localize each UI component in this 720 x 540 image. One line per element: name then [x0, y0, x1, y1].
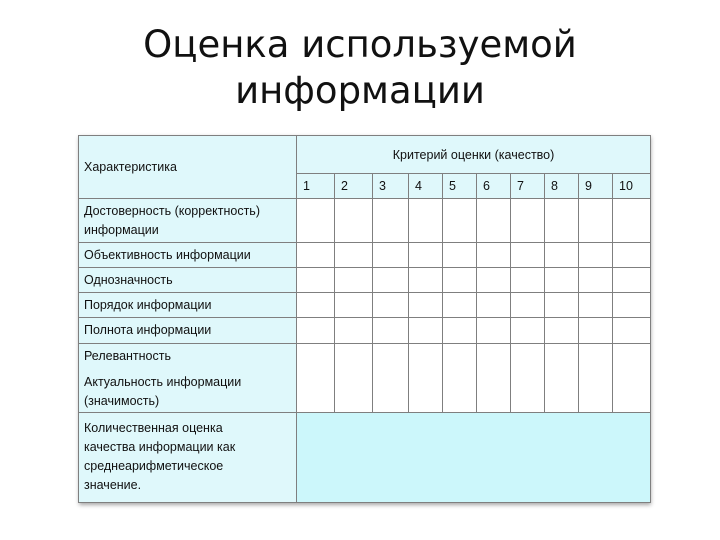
- row-label-reliability: [79, 199, 297, 243]
- summary-line: Количественная оценка: [84, 420, 223, 435]
- score-cell[interactable]: [335, 268, 373, 293]
- score-cell[interactable]: [443, 199, 477, 243]
- row-label-line: Объективность информации: [84, 248, 251, 263]
- row-label-order: [79, 293, 297, 318]
- score-cell[interactable]: [511, 199, 545, 243]
- score-cell[interactable]: [297, 243, 335, 268]
- row-label-line: Полнота информации: [84, 323, 212, 338]
- table-row: [79, 318, 651, 343]
- score-cell[interactable]: [511, 243, 545, 268]
- score-cell[interactable]: [373, 268, 409, 293]
- score-cell[interactable]: [613, 199, 651, 243]
- row-label-line: информации: [84, 223, 159, 238]
- score-cell[interactable]: [409, 268, 443, 293]
- score-header-6: 6: [477, 174, 511, 199]
- score-cell[interactable]: [613, 343, 651, 412]
- score-header-8: 8: [545, 174, 579, 199]
- score-cell[interactable]: [409, 293, 443, 318]
- evaluation-table: [78, 135, 651, 503]
- score-cell[interactable]: [297, 343, 335, 412]
- score-cell[interactable]: [409, 343, 443, 412]
- score-cell[interactable]: [443, 293, 477, 318]
- row-label-line: Достоверность (корректность): [84, 204, 260, 219]
- row-label-relevance: [79, 343, 297, 412]
- score-cell[interactable]: [477, 318, 511, 343]
- score-cell[interactable]: [335, 343, 373, 412]
- score-cell[interactable]: [409, 199, 443, 243]
- summary-line: среднеарифметическое: [84, 458, 224, 473]
- score-cell[interactable]: [373, 318, 409, 343]
- score-header-2: 2: [335, 174, 373, 199]
- score-cell[interactable]: [613, 243, 651, 268]
- row-label-line: (значимость): [84, 393, 160, 408]
- score-cell[interactable]: [373, 293, 409, 318]
- score-cell[interactable]: [613, 268, 651, 293]
- score-header-3: 3: [373, 174, 409, 199]
- score-cell[interactable]: [579, 243, 613, 268]
- table-row: [79, 343, 651, 412]
- score-header-9: 9: [579, 174, 613, 199]
- summary-label: [79, 412, 297, 502]
- score-cell[interactable]: [443, 318, 477, 343]
- score-cell[interactable]: [511, 293, 545, 318]
- score-cell[interactable]: [545, 268, 579, 293]
- table-row: [79, 293, 651, 318]
- score-cell[interactable]: [477, 243, 511, 268]
- score-cell[interactable]: [579, 293, 613, 318]
- table-row: [79, 199, 651, 243]
- score-cell[interactable]: [373, 243, 409, 268]
- score-cell[interactable]: [373, 343, 409, 412]
- score-cell[interactable]: [477, 268, 511, 293]
- summary-line: качества информации как: [84, 439, 236, 454]
- evaluation-table-frame: [78, 135, 650, 503]
- summary-row: [79, 412, 651, 502]
- row-label-line: Порядок информации: [84, 298, 212, 313]
- row-label-completeness: [79, 318, 297, 343]
- line-gap: [84, 366, 291, 373]
- row-label-line: Однозначность: [84, 273, 173, 288]
- table-row: [79, 243, 651, 268]
- score-header-4: 4: [409, 174, 443, 199]
- score-cell[interactable]: [297, 293, 335, 318]
- score-header-10: 10: [613, 174, 651, 199]
- row-label-line: Актуальность информации: [84, 374, 242, 389]
- score-cell[interactable]: [335, 199, 373, 243]
- score-cell[interactable]: [579, 343, 613, 412]
- score-cell[interactable]: [511, 318, 545, 343]
- score-cell[interactable]: [545, 243, 579, 268]
- row-label-objectivity: [79, 243, 297, 268]
- score-cell[interactable]: [545, 343, 579, 412]
- summary-line: значение.: [84, 477, 142, 492]
- score-cell[interactable]: [335, 293, 373, 318]
- score-cell[interactable]: [409, 318, 443, 343]
- score-cell[interactable]: [545, 293, 579, 318]
- score-cell[interactable]: [579, 268, 613, 293]
- score-cell[interactable]: [579, 199, 613, 243]
- score-header-5: 5: [443, 174, 477, 199]
- score-cell[interactable]: [373, 199, 409, 243]
- score-cell[interactable]: [335, 243, 373, 268]
- score-header-7: 7: [511, 174, 545, 199]
- score-cell[interactable]: [297, 318, 335, 343]
- score-cell[interactable]: [477, 199, 511, 243]
- score-header-1: 1: [297, 174, 335, 199]
- slide-title: Оценка используемой информации: [143, 23, 577, 112]
- score-cell[interactable]: [477, 293, 511, 318]
- score-cell[interactable]: [443, 243, 477, 268]
- header-criterion: Критерий оценки (качество): [297, 136, 651, 174]
- score-cell[interactable]: [443, 268, 477, 293]
- row-label-line: Релевантность: [84, 348, 171, 363]
- table-row: [79, 268, 651, 293]
- score-cell[interactable]: [613, 318, 651, 343]
- score-cell[interactable]: [545, 318, 579, 343]
- score-cell[interactable]: [545, 199, 579, 243]
- score-cell[interactable]: [297, 199, 335, 243]
- summary-value-cell[interactable]: [297, 412, 651, 502]
- score-cell[interactable]: [613, 293, 651, 318]
- score-cell[interactable]: [443, 343, 477, 412]
- score-cell[interactable]: [409, 243, 443, 268]
- score-cell[interactable]: [477, 343, 511, 412]
- score-cell[interactable]: [297, 268, 335, 293]
- score-cell[interactable]: [579, 318, 613, 343]
- header-characteristic: Характеристика: [79, 136, 297, 199]
- score-cell[interactable]: [511, 268, 545, 293]
- score-cell[interactable]: [335, 318, 373, 343]
- header-row: [79, 136, 651, 174]
- score-cell[interactable]: [511, 343, 545, 412]
- row-label-unambiguity: [79, 268, 297, 293]
